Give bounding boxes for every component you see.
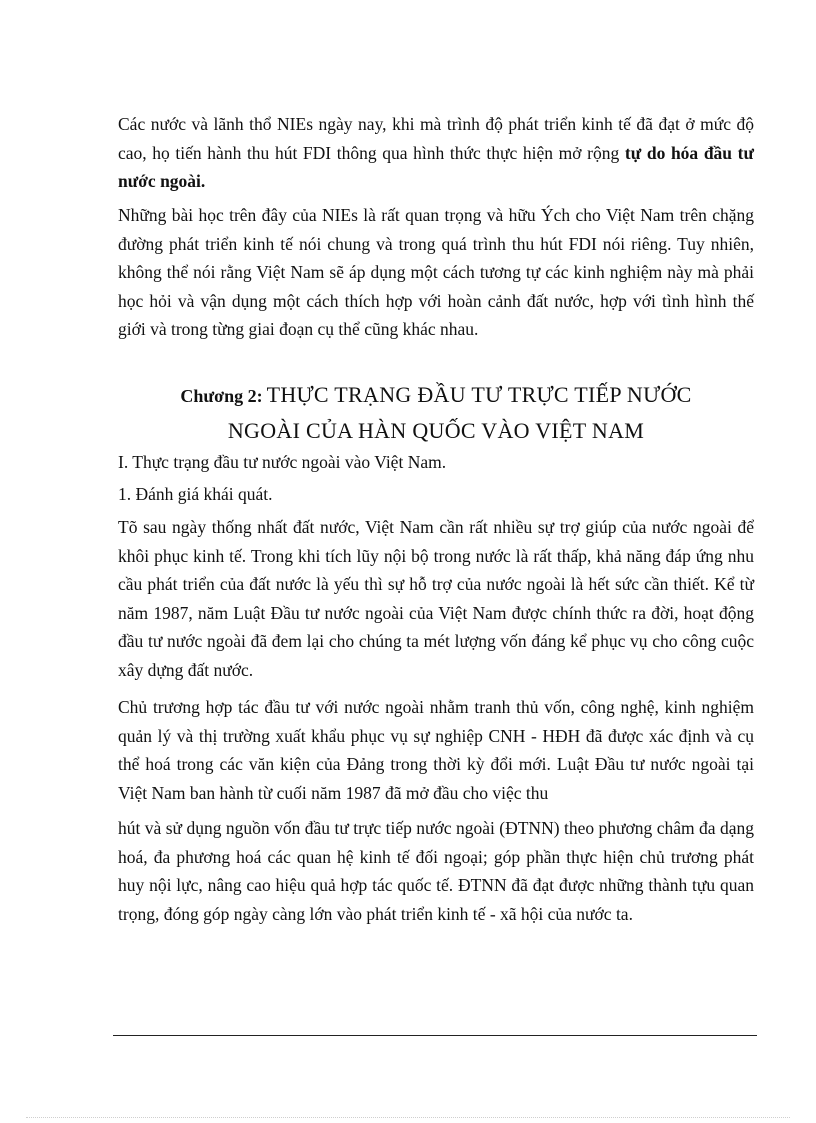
paragraph-achievements: hút và sử dụng nguồn vốn đầu tư trực tiếp nước ngoài (ĐTNN) theo phương châm đa dạng hoá, đa phương hoá các quan hệ kinh tế đối ngoại; góp phần thực hiện chủ trương phát huy nội lực, nâng cao hiệu quả hợp tác quốc tế. ĐTNN đã đạt được những thành tựu quan trọng, đóng góp ngày càng lớn vào phát triển kinh tế - xã hội của nước ta. xyxy=(118,818,754,924)
section-heading: I. Thực trạng đầu tư nước ngoài vào Việt Nam. xyxy=(118,452,447,472)
chapter-title-line-1: THỰC TRẠNG ĐẦU TƯ TRỰC TIẾP NƯỚC xyxy=(266,382,692,407)
page-bottom-dotted-line xyxy=(26,1117,790,1118)
paragraph-overview: Tõ sau ngày thống nhất đất nước, Việt Nam cần rất nhiều sự trợ giúp của nước ngoài để khôi phục kinh tế. Trong khi tích lũy nội bộ trong nước là rất thấp, khả năng đáp ứng nhu cầu phát triển của đất nước là yếu thì sự hỗ trợ của nước ngoài là hết sức cần thiết. Kể từ năm 1987, năm Luật Đầu tư nước ngoài của Việt Nam được chính thức ra đời, hoạt động đầu tư nước ngoài đã đem lại cho chúng ta mét lượng vốn đáng kể phục vụ cho công cuộc xây dựng đất nước. xyxy=(118,517,754,680)
paragraph-niEs-fdi xyxy=(118,110,754,196)
footer-divider xyxy=(113,1035,757,1036)
chapter-heading xyxy=(118,378,754,450)
chapter-label: Chương 2: xyxy=(180,386,263,406)
paragraph-1-text: Các nước và lãnh thổ NIEs ngày nay, khi mà trình độ phát triển kinh tế đã đạt ở mức độ cao, họ tiến hành thu hút FDI thông qua hình thức thực hiện mở rộng xyxy=(118,114,754,163)
paragraph-1-bold-text: tự do hóa đầu tư nước ngoài. xyxy=(118,142,754,191)
subsection-heading: 1. Đánh giá khái quát. xyxy=(118,484,273,504)
paragraph-lessons: Những bài học trên đây của NIEs là rất quan trọng và hữu Ých cho Việt Nam trên chặng đường phát triển kinh tế nói chung và trong quá trình thu hút FDI nói riêng. Tuy nhiên, không thể nói rằng Việt Nam sẽ áp dụng một cách tương tự các kinh nghiệm này mà phải học hỏi và vận dụng một cách thích hợp với hoàn cảnh đất nước, hợp với tình hình thế giới và trong từng giai đoạn cụ thể cũng khác nhau. xyxy=(118,205,754,339)
chapter-title-line-2: NGOÀI CỦA HÀN QUỐC VÀO VIỆT NAM xyxy=(227,418,645,443)
paragraph-policy: Chủ trương hợp tác đầu tư với nước ngoài nhằm tranh thủ vốn, công nghệ, kinh nghiệm quản lý và thị trường xuất khẩu phục vụ sự nghiệp CNH - HĐH đã được xác định và cụ thể hoá trong các văn kiện của Đảng trong thời kỳ đổi mới. Luật Đầu tư nước ngoài tại Việt Nam ban hành từ cuối năm 1987 đã mở đầu cho việc thu xyxy=(118,697,754,803)
